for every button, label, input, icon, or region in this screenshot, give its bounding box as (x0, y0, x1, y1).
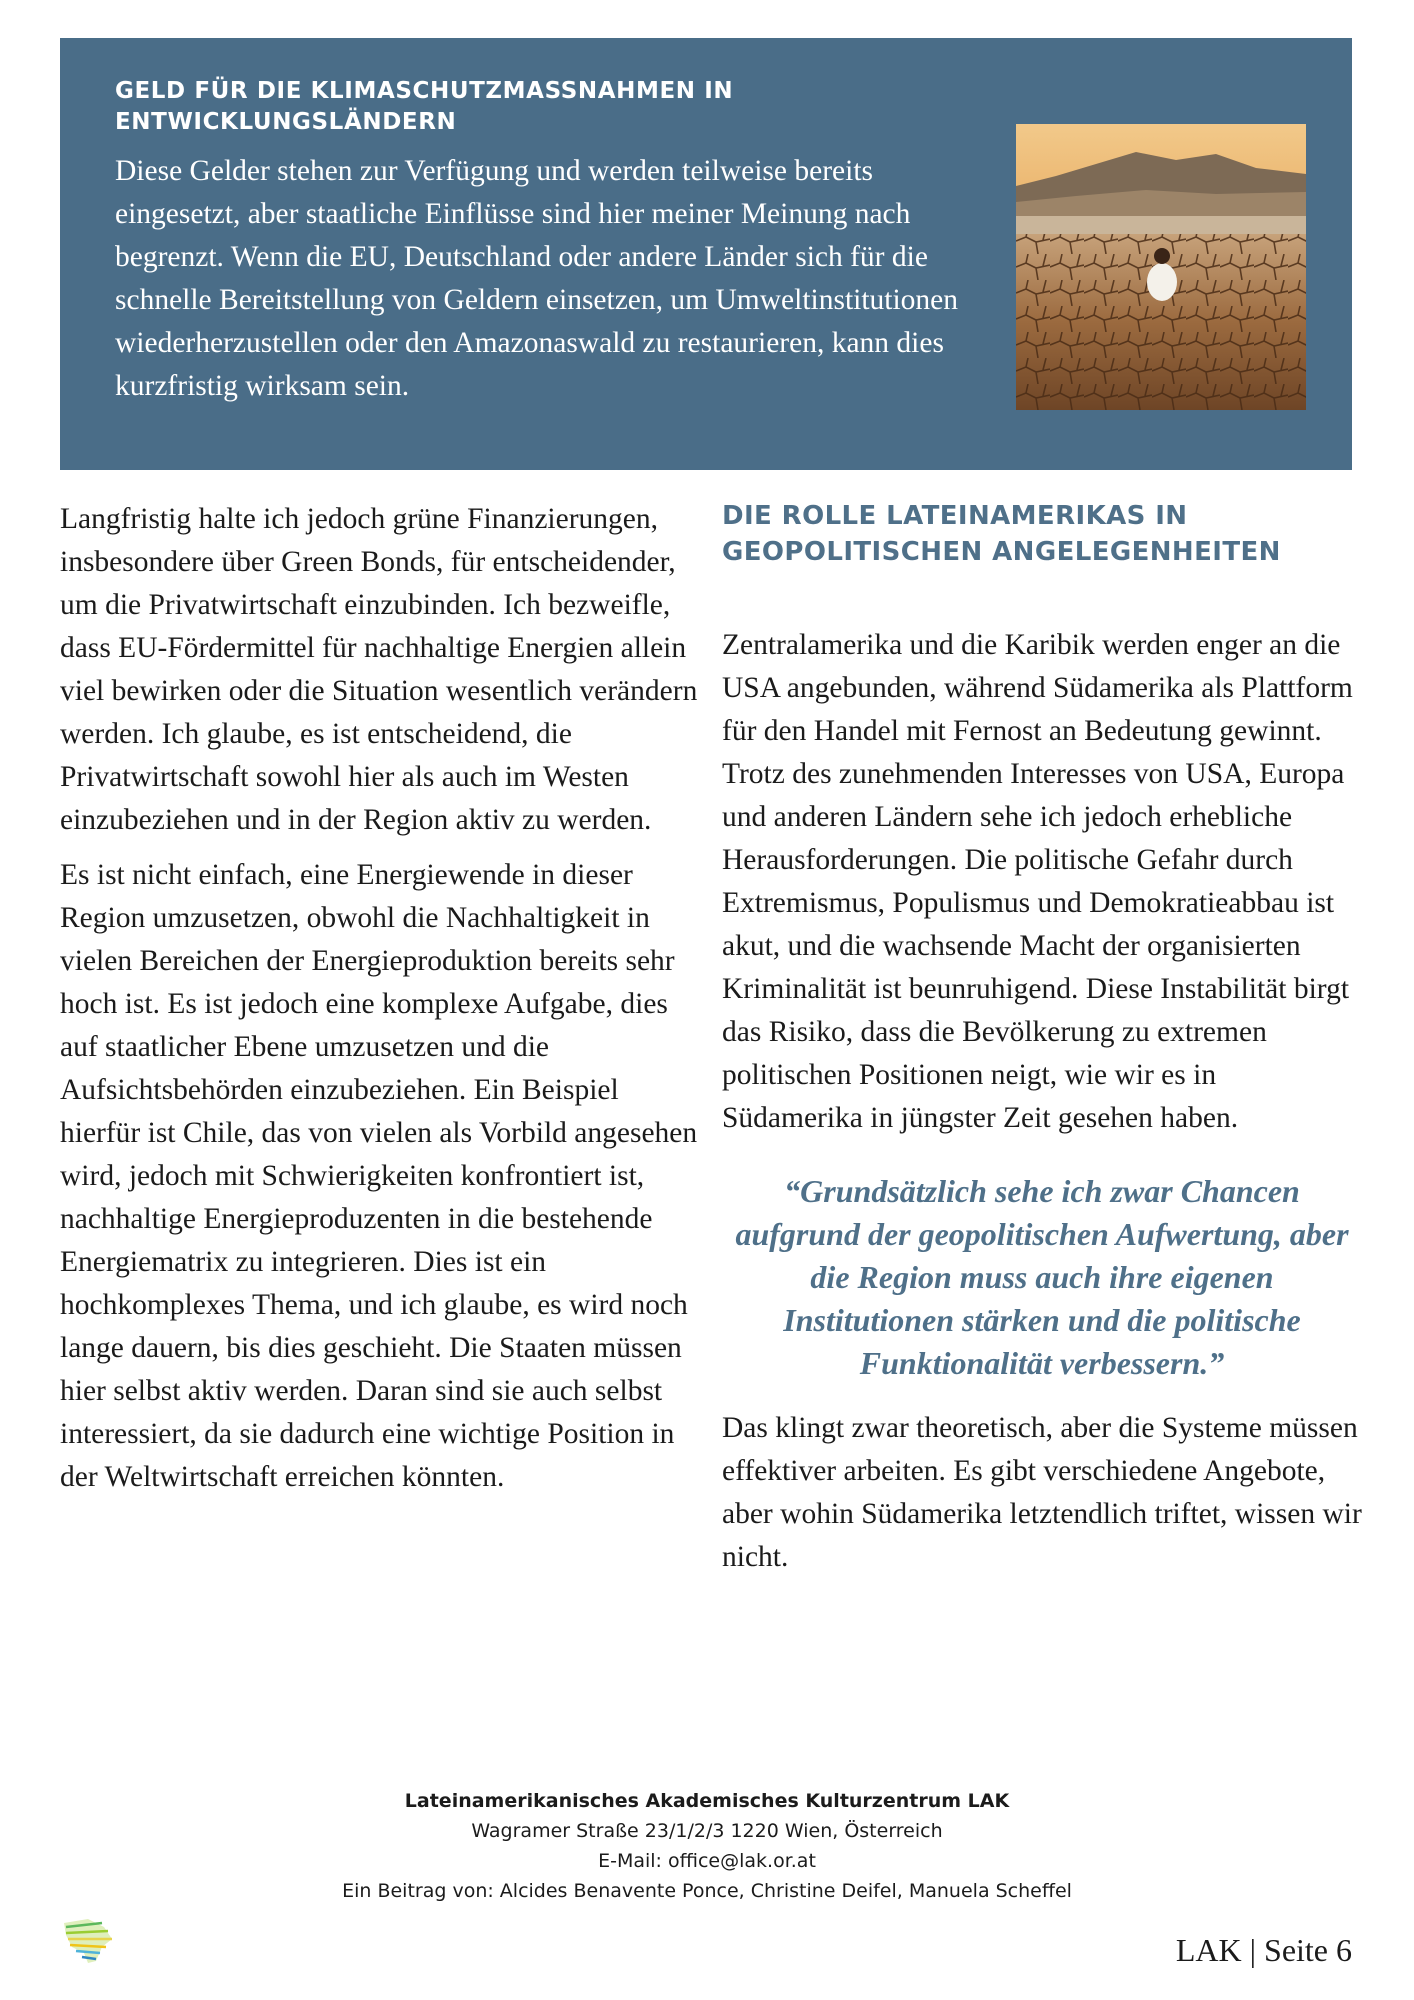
footer-address: Wagramer Straße 23/1/2/3 1220 Wien, Österreich (471, 1820, 943, 1842)
footer-email: E-Mail: office@lak.or.at (598, 1850, 816, 1872)
pull-quote: “Grundsätzlich sehe ich zwar Chancen aufgrund der geopolitischen Aufwertung, aber die Region muss auch ihre eigenen Institutionen stärken und die politische Funktionalität verbessern.” (735, 1173, 1349, 1381)
feature-box (60, 38, 1352, 470)
footer-organization: Lateinamerikanisches Akademisches Kulturzentrum LAK (404, 1790, 1010, 1812)
footer (0, 1786, 1414, 1906)
drought-photo-image (1016, 124, 1306, 410)
left-column (60, 498, 700, 1511)
left-paragraph-2: Es ist nicht einfach, eine Energiewende in dieser Region umzusetzen, obwohl die Nachhaltigkeit in vielen Bereichen der Energieproduktion bereits sehr hoch ist. Es ist jedoch eine komplexe Aufgabe, dies auf staatlicher Ebene umzusetzen und die Aufsichtsbehörden einzubeziehen. Ein Beispiel hierfür ist Chile, das von vielen als Vorbild angesehen wird, jedoch mit Schwierigkeiten konfrontiert ist, nachhaltige Energieproduzenten in die bestehende Energiematrix zu integrieren. Dies ist ein hochkomplexes Thema, und ich glaube, es wird noch lange dauern, bis dies geschieht. Die Staaten müssen hier selbst aktiv werden. Daran sind sie auch selbst interessiert, da sie dadurch eine wichtige Position in der Weltwirtschaft erreichen könnten. (60, 859, 698, 1493)
drought-photo (1016, 124, 1306, 410)
lak-logo-icon (58, 1913, 120, 1967)
section-heading: DIE ROLLE LATEINAMERIKAS IN GEOPOLITISCHEN ANGELEGENHEITEN (722, 501, 1281, 567)
page-number: LAK | Seite 6 (1175, 1932, 1352, 1968)
feature-box-text: Diese Gelder stehen zur Verfügung und werden teilweise bereits eingesetzt, aber staatliche Einflüsse sind hier meiner Meinung nach begrenzt. Wenn die EU, Deutschland oder andere Länder sich für die schnelle Bereitstellung von Geldern einsetzen, um Umweltinstitutionen wiederherzustellen oder den Amazonaswald zu restaurieren, kann dies kurzfristig wirksam sein. (115, 155, 959, 402)
footer-contributors: Ein Beitrag von: Alcides Benavente Ponce, Christine Deifel, Manuela Scheffel (342, 1880, 1072, 1902)
right-paragraph-1: Zentralamerika und die Karibik werden enger an die USA angebunden, während Südamerika als Plattform für den Handel mit Fernost an Bedeutung gewinnt. Trotz des zunehmenden Interesses von USA, Europa und anderen Ländern sehe ich jedoch erhebliche Herausforderungen. Die politische Gefahr durch Extremismus, Populismus und Demokratieabbau ist akut, und die wachsende Macht der organisierten Kriminalität ist beunruhigend. Diese Instabilität birgt das Risiko, dass die Bevölkerung zu extremen politischen Positionen neigt, wie wir es in Südamerika in jüngster Zeit gesehen haben. (722, 629, 1353, 1134)
feature-box-heading: GELD FÜR DIE KLIMASCHUTZMASSNAHMEN IN ENTWICKLUNGSLÄNDERN (115, 78, 734, 135)
left-paragraph-1: Langfristig halte ich jedoch grüne Finanzierungen, insbesondere über Green Bonds, für entscheidender, um die Privatwirtschaft einzubinden. Ich bezweifle, dass EU-Fördermittel für nachhaltige Energien allein viel bewirken oder die Situation wesentlich verändern werden. Ich glaube, es ist entscheidend, die Privatwirtschaft sowohl hier als auch im Westen einzubeziehen und in der Region aktiv zu werden. (60, 503, 698, 836)
right-column (722, 498, 1362, 1579)
right-paragraph-2: Das klingt zwar theoretisch, aber die Systeme müssen effektiver arbeiten. Es gibt verschiedene Angebote, aber wohin Südamerika letztendlich triftet, wissen wir nicht. (722, 1412, 1362, 1573)
